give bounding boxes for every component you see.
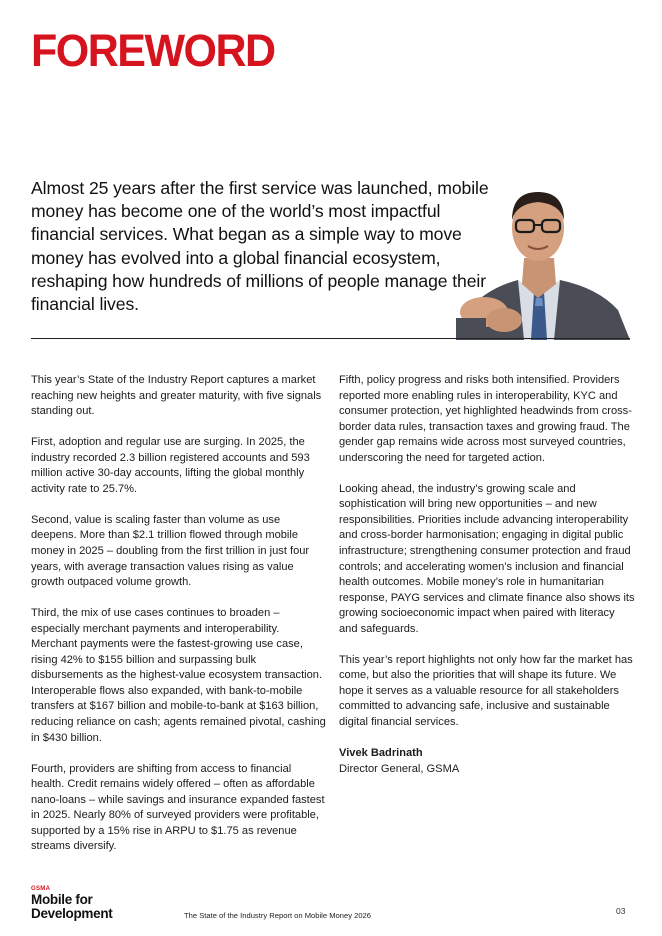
body-paragraph: First, adoption and regular use are surging. In 2025, the industry recorded 2.3 billion registered accounts and 593 million active 30-day accounts, lifting the global monthly activity rate to 25.7%. <box>31 436 310 495</box>
page-number: 03 <box>616 906 626 916</box>
body-column-right <box>339 373 635 777</box>
body-paragraph: Fourth, providers are shifting from access to financial health. Credit remains widely offered – often as affordable nano-loans – while savings and insurance expanded fastest in 2025. Nearly 80% of surveyed providers were profitable, supported by a 15% rise in ARPU to $1.75 as revenue streams diversify. <box>31 762 325 853</box>
body-paragraph: Fifth, policy progress and risks both intensified. Providers reported more enabling rules in interoperability, KYC and consumer protection, yet highlighted headwinds from cross-border data rules, transaction taxes and growing fraud. The gender gap remains wide across most surveyed countries, underscoring the need for targeted action. <box>339 374 632 464</box>
mobile-for-development-logo <box>31 886 112 920</box>
portrait-photo <box>448 180 630 340</box>
body-paragraph: Third, the mix of use cases continues to broaden – especially merchant payments and interoperability. Merchant payments were the fastest-growing use case, rising 42% to $155 billion and surpassing bulk disbursements as the highest-value ecosystem transaction. Interoperable flows also expanded, with bank-to-mobile transfers at $167 billion and mobile-to-bank at $163 billion, reducing reliance on cash; agents remained pivotal, cashing in $430 billion. <box>31 607 326 744</box>
lead-paragraph: Almost 25 years after the first service was launched, mobile money has become one of the world’s most impactful financial services. What began as a simple way to move money has evolved into a global financial ecosystem, reshaping how hundreds of millions of people manage their financial lives. <box>31 178 489 315</box>
section-divider <box>31 338 630 339</box>
body-column-left <box>31 373 327 871</box>
body-paragraph: This year’s State of the Industry Report captures a market reaching new heights and greater maturity, with five signals standing out. <box>31 374 322 418</box>
body-paragraph: This year’s report highlights not only how far the market has come, but also the priorities that will shape its future. We hope it serves as a valuable resource for all stakeholders committed to advancing safe, inclusive and sustainable digital financial services. <box>339 653 633 729</box>
page-title: FOREWORD <box>31 25 275 77</box>
signature-name: Vivek Badrinath <box>339 747 423 760</box>
body-paragraph: Second, value is scaling faster than volume as use deepens. More than $2.1 trillion flowed through mobile money in 2025 – doubling from the first trillion in just four years, with average transaction values rising as value growth outpaced volume growth. <box>31 513 310 589</box>
gsma-logo-text: GSMA <box>31 886 51 892</box>
brand-line-2: Development <box>31 905 113 921</box>
body-paragraph: Looking ahead, the industry’s growing scale and sophistication will bring new opportunities – and new responsibilities. Priorities include advancing interoperability and cross-border harmonisation; engaging in digital public infrastructure; strengthening consumer protection and fraud controls; and accelerating women’s inclusion and financial health outcomes. Mobile money’s role in humanitarian response, PAYG services and climate finance also shows its growing socioeconomic impact when paired with literacy and safeguards. <box>339 482 635 635</box>
report-title: The State of the Industry Report on Mobile Money 2026 <box>184 911 371 920</box>
signature-role: Director General, GSMA <box>339 762 460 775</box>
brand-line-1: Mobile for <box>31 892 93 907</box>
